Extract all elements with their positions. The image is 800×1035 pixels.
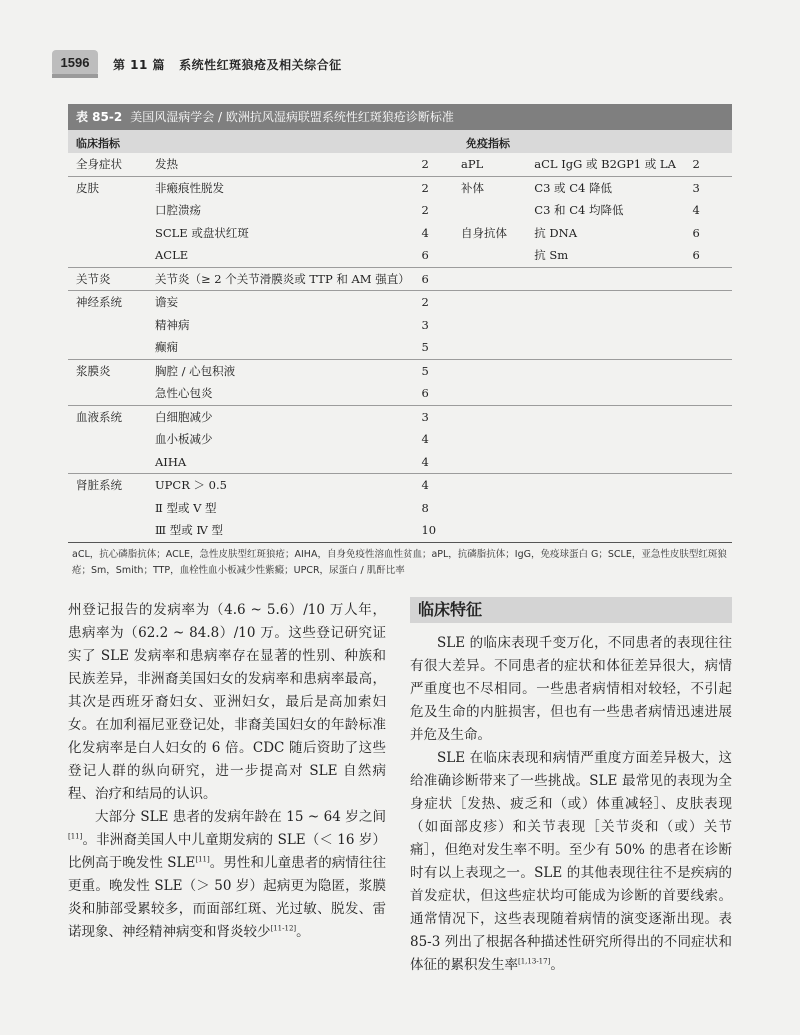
table-row (68, 153, 732, 176)
header-clinical: 临床指标 (76, 137, 120, 150)
section-title: 临床特征 (410, 597, 732, 623)
page-number-bar (52, 74, 98, 78)
running-head (113, 56, 342, 73)
immune-group-cell (461, 291, 534, 314)
immune-item-cell (534, 405, 692, 428)
table-row (68, 519, 732, 542)
immune-group-cell (461, 336, 534, 359)
score-cell: 4 (421, 432, 429, 447)
item-cell: Ⅲ 型或 Ⅳ 型 (154, 523, 224, 538)
score-cell: 6 (421, 248, 429, 263)
item-cell: 白细胞减少 (155, 405, 421, 428)
score-cell: 5 (421, 359, 461, 382)
group-cell (68, 314, 155, 337)
immune-group-cell: aPL (461, 157, 484, 172)
group-cell: 神经系统 (68, 291, 155, 314)
item-cell: 血小板减少 (154, 432, 213, 447)
immune-item-cell: C3 和 C4 均降低 (534, 203, 624, 218)
immune-score-cell (692, 291, 732, 314)
immune-score-cell (692, 519, 732, 542)
group-cell (68, 451, 155, 474)
score-cell: 2 (421, 203, 429, 218)
table-row (68, 176, 732, 199)
table-row (68, 291, 732, 314)
immune-item-cell (534, 519, 692, 542)
immune-item-cell (534, 474, 692, 497)
immune-group-cell (461, 314, 534, 337)
item-cell: 发热 (154, 157, 178, 172)
item-cell: UPCR ＞ 0.5 (155, 474, 421, 497)
table-header-row (68, 130, 732, 153)
item-cell: ACLE (154, 248, 189, 263)
score-cell: 4 (421, 454, 429, 469)
item-cell: 胸腔 / 心包积液 (155, 359, 421, 382)
immune-score-cell (692, 359, 732, 382)
table-row (68, 359, 732, 382)
item-cell: Ⅱ 型或 Ⅴ 型 (154, 500, 217, 515)
left-paragraph-1: 州登记报告的发病率为（4.6 ~ 5.6）/10 万人年，患病率为（62.2 ~ 84.8）/10 万。这些登记研究证实了 SLE 发病率和患病率存在显著的性别、种族和民族差异，非洲裔美国妇女的发病率和患病率最高，其次是西班牙裔妇女、亚洲妇女，最后是高加索妇女。在加利福尼亚登记处，非裔美国妇女的年龄标准化发病率是白人妇女的 6 倍。CDC 随后资助了这些登记人群的纵向研究，进一步提高对 SLE 自然病程、治疗和结局的认识。 (68, 602, 386, 802)
immune-score-cell (692, 451, 732, 474)
group-cell: 浆膜炎 (68, 359, 155, 382)
immune-score-cell (692, 428, 732, 451)
immune-group-cell (461, 359, 534, 382)
item-cell: AIHA (154, 454, 187, 469)
score-cell: 5 (421, 340, 429, 355)
table-caption (68, 104, 732, 130)
group-cell: 血液系统 (68, 405, 155, 428)
text-span: 大部分 SLE 患者的发病年龄在 15 ~ 64 岁之间 (95, 809, 386, 825)
table-row (68, 244, 732, 267)
item-cell: 谵妄 (155, 291, 421, 314)
score-cell: 3 (421, 405, 461, 428)
header-immune: 免疫指标 (466, 137, 510, 150)
immune-score-cell: 6 (692, 225, 700, 240)
immune-score-cell (692, 497, 732, 520)
immune-score-cell (692, 267, 732, 291)
group-cell (68, 519, 155, 542)
right-column (410, 632, 732, 977)
table-footnote: aCL，抗心磷脂抗体；ACLE，急性皮肤型红斑狼疮；AIHA，自身免疫性溶血性贫血；aPL，抗磷脂抗体；IgG，免疫球蛋白 G；SCLE，亚急性皮肤型红斑狼疮；Sm，Smith；TTP，血栓性血小板减少性紫癜；UPCR，尿蛋白 / 肌酐比率 (72, 548, 727, 576)
immune-group-cell (461, 428, 534, 451)
immune-item-cell (534, 497, 692, 520)
immune-item-cell (534, 314, 692, 337)
group-cell (68, 497, 155, 520)
score-cell: 4 (421, 225, 429, 240)
citation: [1,13-17] (518, 957, 551, 966)
text-span: 。 (550, 957, 564, 973)
immune-item-cell: C3 或 C4 降低 (534, 176, 692, 199)
text-span: 。 (296, 924, 310, 940)
immune-item-cell (534, 291, 692, 314)
left-paragraph-2 (68, 806, 386, 944)
table-row (68, 222, 732, 245)
immune-group-cell (461, 244, 534, 267)
immune-item-cell (534, 428, 692, 451)
table-row (68, 336, 732, 359)
immune-group-cell (461, 474, 534, 497)
score-cell: 2 (421, 157, 429, 172)
immune-score-cell: 2 (692, 157, 700, 172)
page-number: 1596 (52, 50, 98, 76)
table-row (68, 428, 732, 451)
table-title: 美国风湿病学会 / 欧洲抗风湿病联盟系统性红斑狼疮诊断标准 (130, 110, 454, 124)
score-cell: 6 (421, 386, 429, 401)
score-cell: 3 (421, 317, 429, 332)
immune-item-cell: 抗 DNA (534, 225, 578, 240)
item-cell: 急性心包炎 (154, 386, 213, 401)
immune-score-cell: 6 (692, 248, 700, 263)
immune-group-cell (461, 497, 534, 520)
group-cell: 关节炎 (68, 267, 155, 291)
item-cell: SCLE 或盘状红斑 (154, 225, 249, 240)
table-number: 表 85-2 (76, 110, 123, 124)
immune-item-cell: 抗 Sm (534, 248, 569, 263)
table-row (68, 497, 732, 520)
group-cell: 皮肤 (68, 176, 155, 199)
left-column (68, 599, 386, 944)
immune-score-cell (692, 405, 732, 428)
group-cell (68, 382, 155, 405)
immune-item-cell: aCL IgG 或 B2GP1 或 LA (534, 157, 676, 172)
immune-item-cell (534, 359, 692, 382)
criteria-table-body (68, 153, 732, 542)
score-cell: 2 (421, 176, 461, 199)
immune-group-cell (461, 451, 534, 474)
table-row (68, 474, 732, 497)
immune-group-cell (461, 519, 534, 542)
immune-score-cell: 4 (692, 203, 700, 218)
group-cell (68, 336, 155, 359)
score-cell: 10 (421, 523, 437, 538)
immune-item-cell (534, 336, 692, 359)
citation: [11] (195, 855, 210, 864)
score-cell: 8 (421, 500, 429, 515)
group-cell: 全身症状 (76, 157, 122, 172)
item-cell: 精神病 (154, 317, 190, 332)
immune-score-cell (692, 336, 732, 359)
right-paragraph-2 (410, 747, 732, 977)
group-cell (68, 244, 155, 267)
immune-score-cell: 3 (692, 176, 732, 199)
immune-group-cell (461, 267, 534, 291)
chapter-title: 系统性红斑狼疮及相关综合征 (179, 58, 342, 72)
citation: [11-12] (270, 924, 297, 933)
item-cell: 非瘢痕性脱发 (155, 176, 421, 199)
criteria-table (68, 104, 732, 579)
text-span: 。男性和儿童患者的病情往往更重。晚发性 SLE（＞ 50 岁）起病更为隐匿，浆膜炎和肺部受累较多，而面部红斑、光过敏、脱发、雷诺现象、神经精神病变和肾炎较少 (68, 855, 387, 940)
table-row (68, 314, 732, 337)
item-cell: 关节炎（≥ 2 个关节滑膜炎或 TTP 和 AM 强直） (155, 267, 421, 291)
right-paragraph-1: SLE 的临床表现千变万化，不同患者的表现往往有很大差异。不同患者的症状和体征差异很大，病情严重度也不尽相同。一些患者病情相对较轻，不引起危及生命的内脏损害，但也有一些患者病情迅速进展并危及生命。 (410, 635, 732, 743)
immune-group-cell (461, 405, 534, 428)
immune-score-cell (692, 314, 732, 337)
immune-group-cell (461, 382, 534, 405)
table-row (68, 267, 732, 291)
score-cell: 2 (421, 291, 461, 314)
table-row (68, 405, 732, 428)
item-cell: 癫痫 (154, 340, 178, 355)
group-cell (68, 222, 155, 245)
group-cell (68, 428, 155, 451)
group-cell: 肾脏系统 (68, 474, 155, 497)
immune-score-cell (692, 382, 732, 405)
immune-group-cell: 补体 (461, 176, 534, 199)
text-span: SLE 在临床表现和病情严重度方面差异极大，这给准确诊断带来了一些挑战。SLE 最常见的表现为全身症状［发热、疲乏和（或）体重减轻］、皮肤表现（如面部皮疹）和关节表现［关节炎和（或）关节痛］，但绝对发生率不明。至少有 50% 的患者在诊断时有以上表现之一。SLE 的其他表现往往不是疾病的首发症状，但这些症状均可能成为诊断的首要线索。通常情况下，这些表现随着病情的演变逐渐出现。表 85-3 列出了根据各种描述性研究所得出的不同症状和体征的累积发生率 (410, 750, 732, 973)
chapter-label: 第 11 篇 (113, 58, 166, 72)
group-cell (68, 199, 155, 222)
immune-group-cell: 自身抗体 (461, 225, 508, 240)
score-cell: 6 (421, 267, 461, 291)
immune-item-cell (534, 451, 692, 474)
immune-score-cell (692, 474, 732, 497)
citation: [11] (68, 832, 83, 841)
score-cell: 4 (421, 474, 461, 497)
immune-item-cell (534, 382, 692, 405)
immune-group-cell (461, 199, 534, 222)
table-row (68, 382, 732, 405)
immune-item-cell (534, 267, 692, 291)
item-cell: 口腔溃疡 (154, 203, 201, 218)
text-span: 。非洲裔美国人中儿童期发病的 SLE（＜ 16 岁）比例高于晚发性 SLE (68, 832, 386, 871)
table-row (68, 199, 732, 222)
table-row (68, 451, 732, 474)
